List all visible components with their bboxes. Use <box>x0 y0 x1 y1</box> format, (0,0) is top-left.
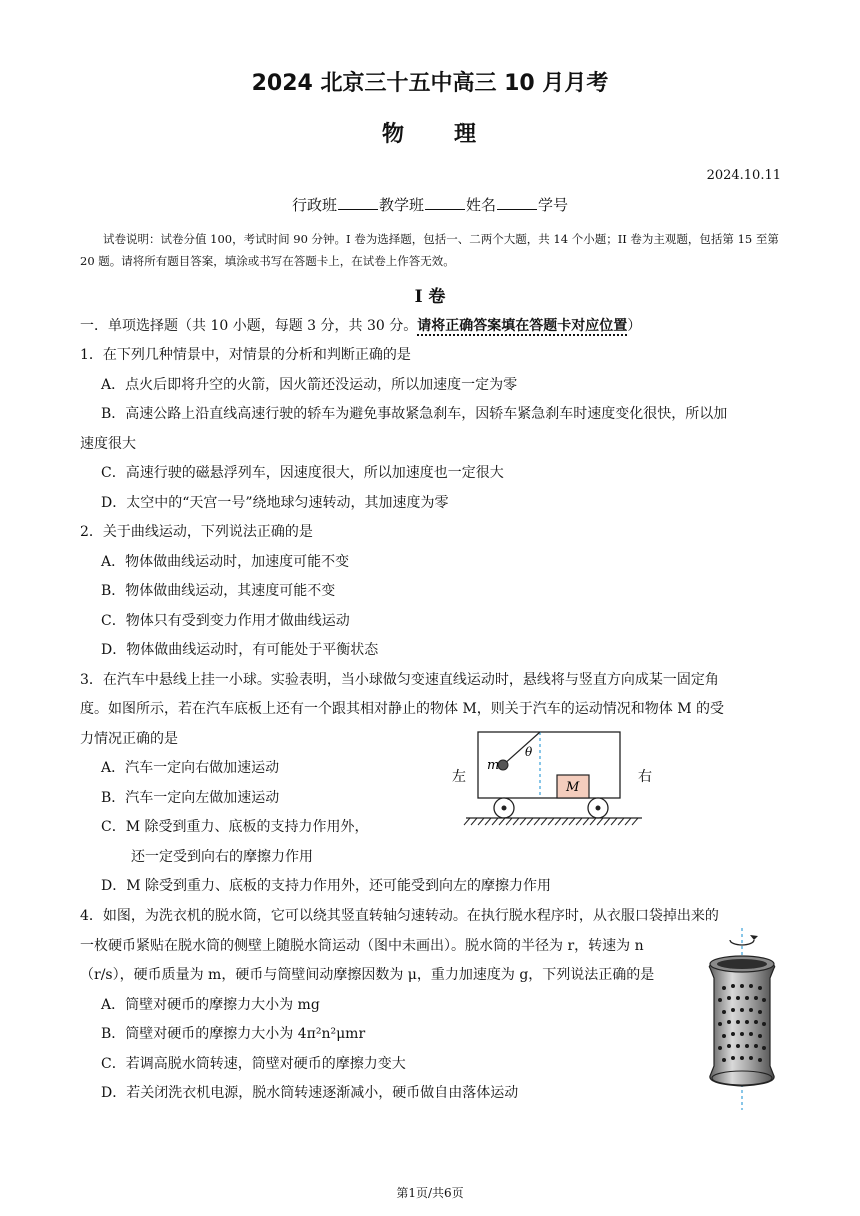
ground-hatching <box>464 818 638 825</box>
q4-option-a: A．筒壁对硬币的摩擦力大小为 mg <box>101 997 320 1013</box>
q2-stem: 2．关于曲线运动，下列说法正确的是 <box>80 524 313 540</box>
spin-dryer-drum-figure <box>700 926 790 1112</box>
q2-option-d: D．物体做曲线运动时，有可能处于平衡状态 <box>101 642 379 658</box>
angle-theta-label: θ <box>525 745 533 759</box>
q1-option-d: D．太空中的“天宫一号”绕地球匀速转动，其加速度为零 <box>101 495 449 511</box>
left-direction-label: 左 <box>452 769 466 785</box>
exam-instructions: 试卷说明：试卷分值 100，考试时间 90 分钟。I 卷为选择题，包括一、二两个大题，共 14 个小题；II 卷为主观题，包括第 15 至第 20 题。请将所有题目答案，填涂或书写在答题卡上，在试卷上作答无效。 <box>80 232 779 268</box>
q4-option-d: D．若关闭洗衣机电源，脱水筒转速逐渐减小，硬币做自由落体运动 <box>101 1085 519 1101</box>
q4-option-b: B．筒壁对硬币的摩擦力大小为 4π²n²μmr <box>101 1026 366 1042</box>
field-student-id-label: 学号 <box>538 196 569 214</box>
right-wheel <box>588 798 608 818</box>
q3-stem-line2: 度。如图所示，若在汽车底板上还有一个跟其相对静止的物体 M，则关于汽车的运动情况和物体 M 的受 <box>80 701 725 717</box>
admin-class-blank[interactable] <box>338 195 378 210</box>
part-one-heading <box>80 316 641 336</box>
subject-title: 物 理 <box>381 122 478 147</box>
section-title: I 卷 <box>414 287 446 307</box>
q4-stem-line1: 4．如图，为洗衣机的脱水筒，它可以绕其竖直转轴匀速转动。在执行脱水程序时，从衣服口袋掉出来的 <box>80 908 719 924</box>
field-name-label: 姓名 <box>466 196 497 214</box>
q1-stem: 1．在下列几种情景中，对情景的分析和判断正确的是 <box>80 347 411 363</box>
q3-option-b: B．汽车一定向左做加速运动 <box>101 790 280 806</box>
q3-stem-line1: 3．在汽车中悬线上挂一小球。实验表明，当小球做匀变速直线运动时，悬线将与竖直方向成某一固定角 <box>80 672 719 688</box>
field-teaching-class-label: 教学班 <box>378 196 424 214</box>
q3-stem-line3: 力情况正确的是 <box>80 731 178 747</box>
q4-option-c: C．若调高脱水筒转速，筒壁对硬币的摩擦力变大 <box>101 1056 406 1072</box>
q1-option-a: A．点火后即将升空的火箭，因火箭还没运动，所以加速度一定为零 <box>101 377 518 393</box>
rotation-arrowhead-icon <box>750 935 758 940</box>
page-footer: 第1页/共6页 <box>396 1186 464 1200</box>
car-pendulum-figure <box>446 724 666 828</box>
q1-option-b-line1: B．高速公路上沿直线高速行驶的轿车为避免事故紧急刹车，因轿车紧急刹车时速度变化很快，所以加 <box>101 406 728 422</box>
student-info-fields <box>0 194 860 215</box>
part-one-heading-emphasis: 请将正确答案填在答题卡对应位置 <box>417 318 628 334</box>
left-wheel <box>494 798 514 818</box>
q4-stem-line2: 一枚硬币紧贴在脱水筒的侧壁上随脱水筒运动（图中未画出）。脱水筒的半径为 r，转速为 n <box>80 938 644 954</box>
q2-option-b: B．物体做曲线运动，其速度可能不变 <box>101 583 336 599</box>
right-direction-label: 右 <box>638 769 652 785</box>
q1-option-b-line2: 速度很大 <box>80 436 136 452</box>
drum-opening <box>717 959 767 969</box>
exam-title: 2024 北京三十五中高三 10 月月考 <box>251 71 609 96</box>
q3-option-c-line1: C．M 除受到重力、底板的支持力作用外， <box>101 819 369 835</box>
q4-stem-line3: （r/s），硬币质量为 m，硬币与筒壁间动摩擦因数为 μ，重力加速度为 g，下列说法正确的是 <box>80 967 655 983</box>
q2-option-a: A．物体做曲线运动时，加速度可能不变 <box>101 554 350 570</box>
exam-date: 2024.10.11 <box>706 168 781 183</box>
field-admin-class-label: 行政班 <box>291 196 337 214</box>
part-one-heading-text: 一．单项选择题（共 10 小题，每题 3 分，共 30 分。 <box>80 318 418 334</box>
part-one-heading-end: ） <box>627 318 642 334</box>
q3-option-c-line2: 还一定受到向右的摩擦力作用 <box>131 849 313 865</box>
teaching-class-blank[interactable] <box>425 195 465 210</box>
pendulum-ball <box>498 760 508 770</box>
q3-option-d: D．M 除受到重力、底板的支持力作用外，还可能受到向左的摩擦力作用 <box>101 878 552 894</box>
q2-option-c: C．物体只有受到变力作用才做曲线运动 <box>101 613 350 629</box>
q1-option-c: C．高速行驶的磁悬浮列车，因速度很大，所以加速度也一定很大 <box>101 465 504 481</box>
name-blank[interactable] <box>497 195 537 210</box>
q3-option-a: A．汽车一定向右做加速运动 <box>101 760 280 776</box>
ball-mass-label: m <box>487 758 500 773</box>
block-M-label: M <box>566 780 580 795</box>
